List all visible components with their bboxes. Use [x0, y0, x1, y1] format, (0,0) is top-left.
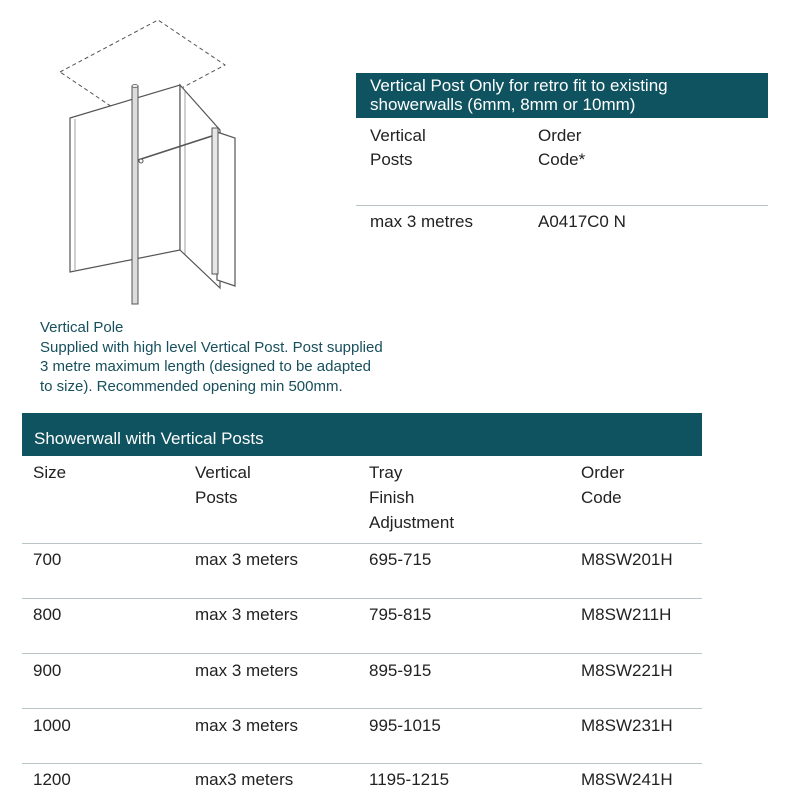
retrofit-table-header	[356, 73, 768, 118]
row-size: 1000	[33, 716, 71, 735]
right-return-panel	[217, 132, 235, 286]
retrofit-divider	[356, 205, 768, 206]
row-size: 700	[33, 550, 62, 569]
support-bar-bracket	[139, 159, 143, 163]
col-header-order-line2: Code	[581, 488, 622, 507]
row-tray-adjustment: 995-1015	[369, 716, 441, 735]
row-vertical-posts: max 3 meters	[195, 550, 298, 569]
row-divider	[22, 763, 702, 764]
retrofit-col-order-line1: Order	[538, 126, 582, 145]
row-divider	[22, 708, 702, 709]
row-vertical-posts: max 3 meters	[195, 661, 298, 680]
caption-title: Vertical Pole	[40, 319, 124, 336]
row-divider	[22, 543, 702, 544]
vertical-post	[132, 86, 138, 304]
row-vertical-posts: max 3 meters	[195, 716, 298, 735]
shower-enclosure-illustration	[55, 20, 255, 310]
retrofit-col-vertical-line1: Vertical	[370, 126, 426, 145]
row-divider	[22, 653, 702, 654]
main-table-header	[22, 413, 702, 456]
row-divider	[22, 598, 702, 599]
retrofit-row-order-code: A0417C0 N	[538, 212, 626, 231]
caption-line2: 3 metre maximum length (designed to be adapted	[40, 358, 372, 375]
row-tray-adjustment: 795-815	[369, 605, 432, 624]
retrofit-col-order-line2: Code*	[538, 150, 586, 169]
caption-line3: to size). Recommended opening min 500mm.	[40, 377, 343, 395]
row-size: 800	[33, 605, 62, 624]
col-header-size: Size	[33, 463, 67, 482]
retrofit-title-line1: Vertical Post Only for retro fit to existing	[370, 76, 668, 95]
wall-post	[212, 128, 218, 274]
row-tray-adjustment: 895-915	[369, 661, 432, 680]
row-order-code: M8SW211H	[581, 605, 672, 624]
col-header-order-line1: Order	[581, 463, 625, 482]
row-size: 1200	[33, 770, 71, 789]
row-order-code: M8SW241H	[581, 770, 673, 789]
row-size: 900	[33, 661, 62, 680]
row-tray-adjustment: 1195-1215	[369, 770, 450, 789]
row-order-code: M8SW231H	[581, 716, 673, 735]
col-header-tray-line2: Finish	[369, 488, 415, 507]
row-vertical-posts: max3 meters	[195, 770, 294, 789]
col-header-tray-line1: Tray	[369, 463, 403, 482]
retrofit-col-vertical-line2: Posts	[370, 150, 413, 169]
back-wall-panel	[70, 85, 180, 272]
retrofit-row-vertical-posts: max 3 metres	[370, 212, 473, 231]
vertical-pole-caption	[40, 318, 420, 396]
col-header-tray-line3: Adjustment	[369, 513, 455, 532]
row-order-code: M8SW201H	[581, 550, 673, 569]
row-order-code: M8SW221H	[581, 661, 673, 680]
col-header-vertical-line2: Posts	[195, 488, 238, 507]
vertical-post-top	[132, 85, 138, 88]
retrofit-title-line2: showerwalls (6mm, 8mm or 10mm)	[370, 95, 636, 114]
row-tray-adjustment: 695-715	[369, 550, 432, 569]
main-table-title: Showerwall with Vertical Posts	[34, 429, 264, 448]
row-vertical-posts: max 3 meters	[195, 605, 298, 624]
caption-line1: Supplied with high level Vertical Post. Post supplied	[40, 338, 383, 356]
col-header-vertical-line1: Vertical	[195, 463, 251, 482]
